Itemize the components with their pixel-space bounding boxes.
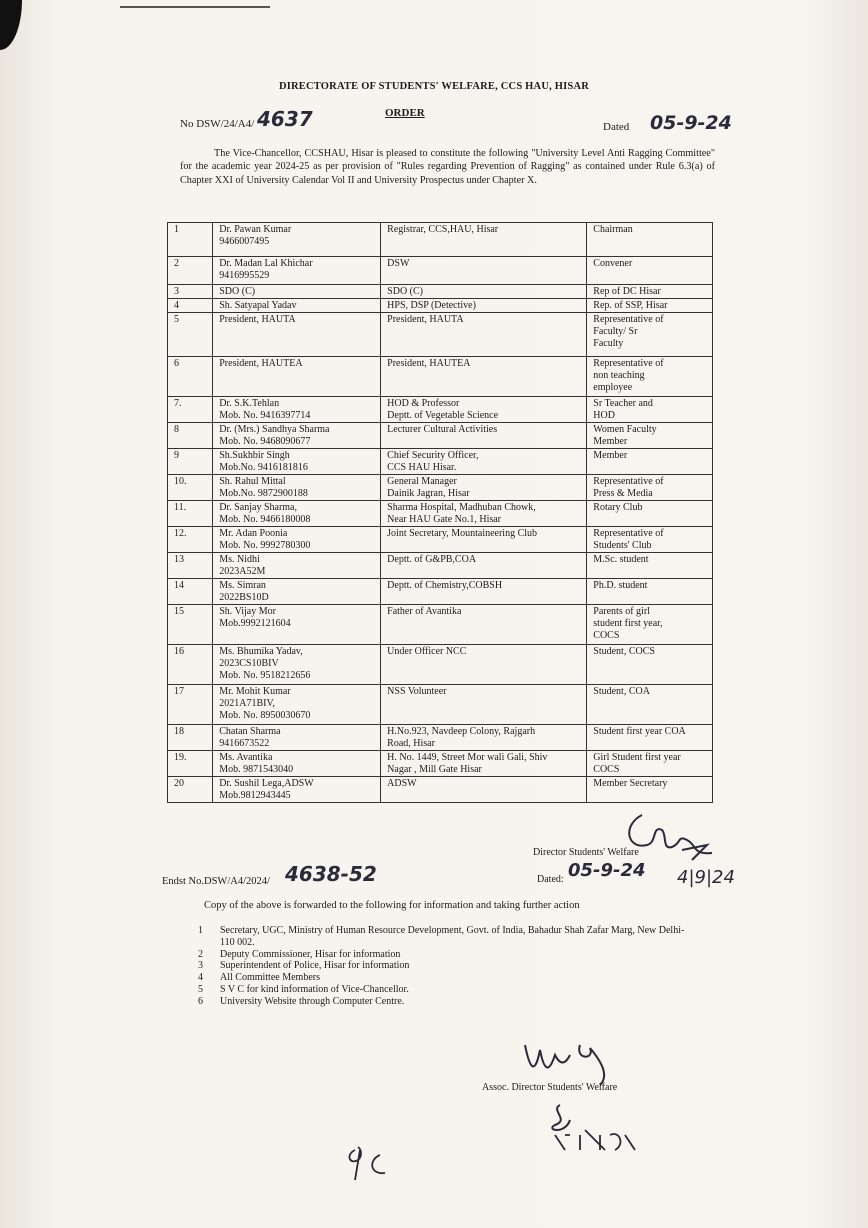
member-name: Mob. 9871543040 <box>219 764 294 775</box>
member-designation-cell <box>381 725 587 751</box>
committee-role: Member <box>593 450 628 461</box>
reference-number-handwritten: 4637 <box>257 107 313 131</box>
serial-number-cell <box>168 475 213 501</box>
distribution-text: Deputy Commissioner, Hisar for information <box>220 948 401 960</box>
committee-role: Women Faculty <box>593 424 657 435</box>
committee-role-cell <box>587 725 713 751</box>
member-designation: Nagar , Mill Gate Hisar <box>387 764 482 775</box>
member-name: Mob. No. 9518212656 <box>219 670 311 681</box>
member-designation-cell <box>381 579 587 605</box>
member-name: SDO (C) <box>219 286 256 297</box>
member-name: 2023A52M <box>219 566 266 577</box>
member-name: Mob.No. 9872900188 <box>219 488 308 499</box>
committee-role: Rep. of SSP, Hisar <box>593 300 668 311</box>
committee-row <box>168 285 713 299</box>
member-name: Dr. Madan Lal Khichar <box>219 258 313 269</box>
dated-handwritten: 05-9-24 <box>650 112 732 134</box>
endorsement-number-handwritten: 4638-52 <box>285 862 377 886</box>
committee-role-cell <box>587 751 713 777</box>
serial-number: 14 <box>174 580 184 591</box>
member-designation: President, HAUTEA <box>387 358 471 369</box>
member-name-cell <box>213 285 381 299</box>
member-name: Mob. No. 9466180008 <box>219 514 311 525</box>
committee-role-cell <box>587 223 713 257</box>
member-designation-cell <box>381 751 587 777</box>
member-designation-cell <box>381 605 587 645</box>
committee-role-cell <box>587 449 713 475</box>
member-designation: Joint Secretary, Mountaineering Club <box>387 528 538 539</box>
serial-number: 16 <box>174 646 184 657</box>
copy-forward-line: Copy of the above is forwarded to the following for information and taking further action <box>204 900 580 911</box>
committee-row <box>168 223 713 257</box>
member-designation-cell <box>381 299 587 313</box>
member-name: Mob. No. 9468090677 <box>219 436 311 447</box>
committee-row <box>168 501 713 527</box>
serial-number-cell <box>168 605 213 645</box>
serial-number: 8 <box>174 424 179 435</box>
member-name: Sh. Vijay Mor <box>219 606 276 617</box>
committee-row <box>168 449 713 475</box>
member-designation: Deptt. of Chemistry,COBSH <box>387 580 503 591</box>
serial-number: 9 <box>174 450 179 461</box>
serial-number-cell <box>168 299 213 313</box>
committee-role: Student first year COA <box>593 726 686 737</box>
committee-role-cell <box>587 475 713 501</box>
serial-number: 7. <box>174 398 182 409</box>
serial-number: 10. <box>174 476 187 487</box>
member-name: Mr. Mohit Kumar <box>219 686 291 697</box>
member-designation-cell <box>381 285 587 299</box>
serial-number: 20 <box>174 778 184 789</box>
serial-number-cell <box>168 357 213 397</box>
serial-number-cell <box>168 285 213 299</box>
committee-role: Sr Teacher and <box>593 398 653 409</box>
member-name: Ms. Bhumika Yadav, <box>219 646 303 657</box>
committee-role: Representative of <box>593 358 664 369</box>
endorsement-dated-handwritten: 05-9-24 <box>568 860 646 881</box>
member-name: Dr. Sanjay Sharma, <box>219 502 297 513</box>
member-name: Ms. Simran <box>219 580 266 591</box>
assoc-director-title: Assoc. Director Students' Welfare <box>482 1082 618 1093</box>
member-name: Dr. Sushil Lega,ADSW <box>219 778 314 789</box>
endorsement-dated-label: Dated: <box>537 874 564 885</box>
committee-role: Students' Club <box>593 540 652 551</box>
member-name: Dr. Pawan Kumar <box>219 224 292 235</box>
distribution-list <box>196 925 696 1008</box>
committee-role: student first year, <box>593 618 663 629</box>
member-name-cell <box>213 579 381 605</box>
serial-number-cell <box>168 553 213 579</box>
member-name-cell <box>213 357 381 397</box>
distribution-number: 4 <box>198 972 203 984</box>
member-name: 2021A71BIV, <box>219 698 275 709</box>
member-name: Mob. No. 9992780300 <box>219 540 311 551</box>
serial-number: 11. <box>174 502 187 513</box>
member-name-cell <box>213 313 381 357</box>
member-name: 2023CS10BIV <box>219 658 279 669</box>
member-designation-cell <box>381 257 587 285</box>
committee-table <box>167 222 713 803</box>
member-name: Sh.Sukhbir Singh <box>219 450 290 461</box>
member-name-cell <box>213 777 381 803</box>
committee-role: non teaching <box>593 370 645 381</box>
distribution-number: 6 <box>198 995 203 1007</box>
committee-role-cell <box>587 257 713 285</box>
member-designation: H.No.923, Navdeep Colony, Rajgarh <box>387 726 536 737</box>
member-designation: Lecturer Cultural Activities <box>387 424 498 435</box>
serial-number: 13 <box>174 554 184 565</box>
member-designation: HOD & Professor <box>387 398 460 409</box>
member-designation-cell <box>381 645 587 685</box>
distribution-item <box>196 960 696 972</box>
serial-number-cell <box>168 397 213 423</box>
member-designation: Deptt. of Vegetable Science <box>387 410 499 421</box>
member-name-cell <box>213 751 381 777</box>
member-name-cell <box>213 645 381 685</box>
handwritten-mark <box>340 1135 400 1185</box>
committee-role-cell <box>587 553 713 579</box>
member-designation: DSW <box>387 258 410 269</box>
committee-role: employee <box>593 382 633 393</box>
serial-number-cell <box>168 725 213 751</box>
committee-role: COCS <box>593 630 620 641</box>
member-name: President, HAUTA <box>219 314 296 325</box>
serial-number: 3 <box>174 286 179 297</box>
committee-role-cell <box>587 685 713 725</box>
member-name: 9416995529 <box>219 270 270 281</box>
serial-number: 2 <box>174 258 179 269</box>
member-designation-cell <box>381 423 587 449</box>
member-designation: Under Officer NCC <box>387 646 467 657</box>
committee-role: Member Secretary <box>593 778 668 789</box>
serial-number-cell <box>168 685 213 725</box>
serial-number-cell <box>168 751 213 777</box>
member-designation: Chief Security Officer, <box>387 450 479 461</box>
member-name: Dr. S.K.Tehlan <box>219 398 280 409</box>
distribution-text: Superintendent of Police, Hisar for information <box>220 960 410 972</box>
committee-row <box>168 357 713 397</box>
member-name: Ms. Nidhi <box>219 554 260 565</box>
committee-row <box>168 645 713 685</box>
committee-row <box>168 257 713 285</box>
member-name: 9466007495 <box>219 236 270 247</box>
committee-role-cell <box>587 777 713 803</box>
committee-role-cell <box>587 285 713 299</box>
committee-role-cell <box>587 397 713 423</box>
committee-role: Faculty/ Sr <box>593 326 638 337</box>
member-designation-cell <box>381 475 587 501</box>
member-name-cell <box>213 257 381 285</box>
committee-role-cell <box>587 299 713 313</box>
distribution-item <box>196 949 696 961</box>
intro-paragraph: The Vice-Chancellor, CCSHAU, Hisar is pleased to constitute the following "University Level Anti Ragging Committee" for the academic year 2024-25 as per provision of "Rules regarding Prevention of Ragging" as contained under Rule 6.3(a) of Chapter XXI of University Calendar Vol II and University Prospectus under Chapter X. <box>180 148 715 186</box>
committee-row <box>168 475 713 501</box>
committee-role-cell <box>587 357 713 397</box>
member-name-cell <box>213 527 381 553</box>
member-name: Ms. Avantika <box>219 752 273 763</box>
member-name: Mob.9812943445 <box>219 790 291 801</box>
member-name: Mob. No. 9416397714 <box>219 410 311 421</box>
member-name: Sh. Satyapal Yadav <box>219 300 297 311</box>
distribution-number: 1 <box>198 925 203 936</box>
member-designation-cell <box>381 685 587 725</box>
committee-row <box>168 553 713 579</box>
member-name: 9416673522 <box>219 738 270 749</box>
member-designation: Deptt. of G&PB,COA <box>387 554 477 565</box>
distribution-item <box>196 996 696 1008</box>
endorsement-number-label: Endst No.DSW/A4/2024/ <box>162 876 270 887</box>
member-designation: Sharma Hospital, Madhuban Chowk, <box>387 502 536 513</box>
committee-role: Press & Media <box>593 488 653 499</box>
serial-number: 5 <box>174 314 179 325</box>
scan-line <box>120 6 270 8</box>
member-designation-cell <box>381 357 587 397</box>
member-designation: ADSW <box>387 778 417 789</box>
committee-role: COCS <box>593 764 620 775</box>
member-designation: Registrar, CCS,HAU, Hisar <box>387 224 499 235</box>
member-name: Dr. (Mrs.) Sandhya Sharma <box>219 424 330 435</box>
member-designation: Road, Hisar <box>387 738 435 749</box>
serial-number: 18 <box>174 726 184 737</box>
committee-role: Faculty <box>593 338 624 349</box>
order-title: ORDER <box>385 107 425 119</box>
member-name-cell <box>213 553 381 579</box>
serial-number-cell <box>168 645 213 685</box>
member-name: Mob.No. 9416181816 <box>219 462 308 473</box>
committee-row <box>168 313 713 357</box>
committee-role: Parents of girl <box>593 606 650 617</box>
committee-row <box>168 725 713 751</box>
serial-number-cell <box>168 777 213 803</box>
committee-role: Representative of <box>593 314 664 325</box>
member-name: Mob.9992121604 <box>219 618 291 629</box>
assoc-director-signature <box>505 1030 645 1090</box>
committee-role-cell <box>587 527 713 553</box>
document-heading: DIRECTORATE OF STUDENTS' WELFARE, CCS HAU, HISAR <box>278 81 590 92</box>
committee-row <box>168 777 713 803</box>
member-designation: CCS HAU Hisar. <box>387 462 457 473</box>
distribution-text: University Website through Computer Centre. <box>220 995 405 1007</box>
dated-label: Dated <box>603 121 630 133</box>
committee-row <box>168 299 713 313</box>
punch-mark <box>0 0 22 50</box>
member-name-cell <box>213 685 381 725</box>
committee-row <box>168 527 713 553</box>
member-name: President, HAUTEA <box>219 358 303 369</box>
member-designation: President, HAUTA <box>387 314 464 325</box>
committee-row <box>168 579 713 605</box>
member-designation-cell <box>381 501 587 527</box>
member-name-cell <box>213 475 381 501</box>
member-name: Mr. Adan Poonia <box>219 528 288 539</box>
committee-row <box>168 397 713 423</box>
committee-role: Convener <box>593 258 633 269</box>
serial-number-cell <box>168 423 213 449</box>
member-designation-cell <box>381 397 587 423</box>
member-designation-cell <box>381 553 587 579</box>
member-designation: Father of Avantika <box>387 606 462 617</box>
member-designation: H. No. 1449, Street Mor wali Gali, Shiv <box>387 752 548 763</box>
distribution-number: 2 <box>198 948 203 960</box>
serial-number-cell <box>168 579 213 605</box>
serial-number: 15 <box>174 606 184 617</box>
distribution-text: All Committee Members <box>220 972 320 984</box>
serial-number-cell <box>168 257 213 285</box>
initial-date-mark <box>545 1095 645 1155</box>
reference-number-label: No DSW/24/A4/ <box>180 118 255 130</box>
member-designation: General Manager <box>387 476 457 487</box>
member-designation-cell <box>381 313 587 357</box>
serial-number: 19. <box>174 752 187 763</box>
member-name-cell <box>213 449 381 475</box>
distribution-number: 5 <box>198 983 203 995</box>
serial-number-cell <box>168 527 213 553</box>
distribution-text: Secretary, UGC, Ministry of Human Resource Development, Govt. of India, Bahadur Shah Zafar Marg, New Delhi- 110 002. <box>220 925 685 948</box>
committee-role-cell <box>587 501 713 527</box>
serial-number-cell <box>168 223 213 257</box>
committee-row <box>168 423 713 449</box>
committee-role: Member <box>593 436 628 447</box>
committee-row <box>168 605 713 645</box>
endorsement-dated-handwritten-second: 4|9|24 <box>677 867 735 888</box>
member-designation-cell <box>381 527 587 553</box>
committee-role: Student, COCS <box>593 646 655 657</box>
distribution-item <box>196 925 696 949</box>
committee-row <box>168 751 713 777</box>
member-designation-cell <box>381 449 587 475</box>
member-name-cell <box>213 725 381 751</box>
member-name-cell <box>213 501 381 527</box>
member-designation: NSS Volunteer <box>387 686 447 697</box>
member-designation: SDO (C) <box>387 286 423 297</box>
committee-role: Chairman <box>593 224 633 235</box>
distribution-number: 3 <box>198 960 203 972</box>
member-name: Mob. No. 8950030670 <box>219 710 311 721</box>
committee-role-cell <box>587 605 713 645</box>
committee-role: Ph.D. student <box>593 580 648 591</box>
serial-number: 17 <box>174 686 184 697</box>
committee-row <box>168 685 713 725</box>
serial-number-cell <box>168 313 213 357</box>
committee-role-cell <box>587 645 713 685</box>
serial-number-cell <box>168 501 213 527</box>
serial-number: 12. <box>174 528 187 539</box>
committee-role: Representative of <box>593 476 664 487</box>
director-title: Director Students' Welfare <box>533 847 639 858</box>
member-name-cell <box>213 397 381 423</box>
member-name-cell <box>213 223 381 257</box>
member-name-cell <box>213 423 381 449</box>
committee-role: Representative of <box>593 528 664 539</box>
serial-number-cell <box>168 449 213 475</box>
serial-number: 4 <box>174 300 179 311</box>
distribution-text: S V C for kind information of Vice-Chancellor. <box>220 983 409 995</box>
committee-role-cell <box>587 423 713 449</box>
member-designation: Dainik Jagran, Hisar <box>387 488 470 499</box>
committee-role: HOD <box>593 410 615 421</box>
committee-role-cell <box>587 313 713 357</box>
committee-role: Rotary Club <box>593 502 643 513</box>
serial-number: 1 <box>174 224 179 235</box>
committee-role-cell <box>587 579 713 605</box>
serial-number: 6 <box>174 358 179 369</box>
member-name: 2022BS10D <box>219 592 269 603</box>
member-designation-cell <box>381 223 587 257</box>
distribution-item <box>196 984 696 996</box>
member-name-cell <box>213 299 381 313</box>
member-designation: HPS, DSP (Detective) <box>387 300 476 311</box>
member-designation: Near HAU Gate No.1, Hisar <box>387 514 502 525</box>
distribution-item <box>196 972 696 984</box>
committee-role: Student, COA <box>593 686 650 697</box>
committee-role: Rep of DC Hisar <box>593 286 661 297</box>
member-name: Chatan Sharma <box>219 726 281 737</box>
member-name: Sh. Rahul Mittal <box>219 476 286 487</box>
committee-role: M.Sc. student <box>593 554 649 565</box>
member-designation-cell <box>381 777 587 803</box>
committee-role: Girl Student first year <box>593 752 681 763</box>
member-name-cell <box>213 605 381 645</box>
